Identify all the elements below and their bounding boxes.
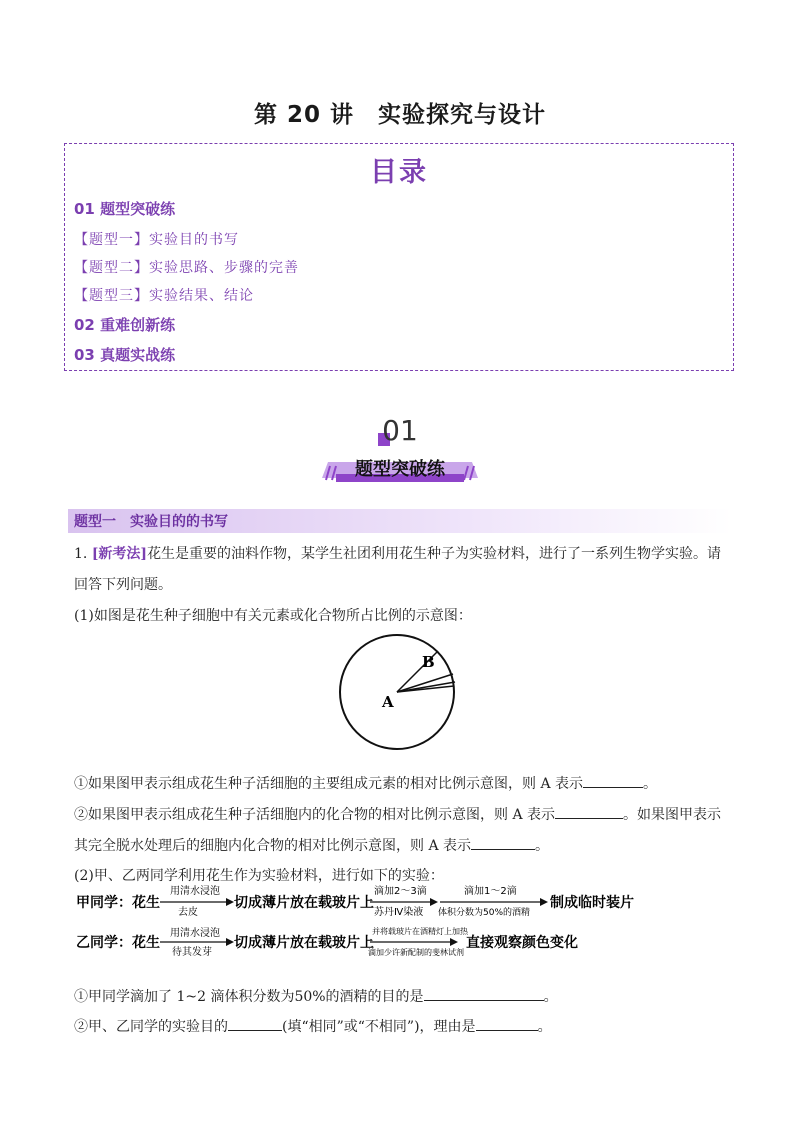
flow-jia-arrow3-top: 滴加1～2滴 bbox=[464, 886, 517, 897]
q2a-text: ①甲同学滴加了 1~2 滴体积分数为50%的酒精的目的是 bbox=[74, 989, 424, 1005]
q1c-suffix: 。 bbox=[535, 838, 550, 854]
q2b-mid: (填“相同”或“不相同”)，理由是 bbox=[282, 1019, 476, 1035]
q1a bbox=[74, 773, 657, 794]
flow-jia-arrow2-top: 滴加2～3滴 bbox=[374, 886, 427, 897]
flow-jia-arrow2-bottom: 苏丹Ⅳ染液 bbox=[374, 907, 424, 918]
pie-label-a: A bbox=[382, 693, 394, 711]
page-title: 第 20 讲 实验探究与设计 bbox=[253, 102, 547, 128]
question-intro-line2: 回答下列问题。 bbox=[74, 577, 172, 593]
q2b bbox=[74, 1016, 552, 1037]
q2a-suffix: 。 bbox=[543, 989, 558, 1005]
banner-number: 01 bbox=[382, 414, 418, 447]
toc-item-type-1[interactable]: 【题型一】实验目的书写 bbox=[74, 232, 239, 248]
flow-yi-step1: 切成薄片放在载玻片上 bbox=[234, 935, 374, 951]
answer-blank-q2a[interactable] bbox=[424, 986, 544, 1001]
part1-text: (1)如图是花生种子细胞中有关元素或化合物所占比例的示意图： bbox=[74, 608, 472, 624]
toc-heading: 目录 bbox=[370, 157, 428, 188]
q2a bbox=[74, 986, 558, 1007]
flow-yi-arrow2-bottom: 滴加少许新配制的斐林试剂 bbox=[368, 948, 464, 957]
flow-jia-arrow1-bottom: 去皮 bbox=[178, 907, 198, 918]
q1b-suffix: 。如果图甲表示 bbox=[623, 807, 722, 823]
banner-label: 题型突破练 bbox=[355, 459, 445, 480]
answer-blank-q1a[interactable] bbox=[583, 773, 643, 788]
flow-jia-step2: 制成临时装片 bbox=[550, 895, 634, 911]
flow-yi bbox=[74, 926, 674, 962]
q1b-text: ②如果图甲表示组成花生种子活细胞内的化合物的相对比例示意图，则 A 表示 bbox=[74, 807, 556, 823]
q1a-text: ①如果图甲表示组成花生种子活细胞的主要组成元素的相对比例示意图，则 A 表示 bbox=[74, 776, 584, 792]
question-tag: [新考法] bbox=[91, 546, 148, 562]
toc-item-type-3[interactable]: 【题型三】实验结果、结论 bbox=[74, 288, 254, 304]
toc-item-section-03[interactable]: 03 真题实战练 bbox=[74, 346, 176, 364]
answer-blank-q2b-2[interactable] bbox=[476, 1016, 538, 1031]
part2-text: (2)甲、乙两同学利用花生作为实验材料，进行如下的实验： bbox=[74, 868, 444, 884]
q1c bbox=[74, 835, 549, 856]
pie-label-b: B bbox=[422, 653, 435, 671]
flow-yi-arrow2-top: 并将载玻片在酒精灯上加热 bbox=[372, 927, 468, 936]
flow-yi-who: 乙同学：花生 bbox=[76, 935, 160, 951]
toc-item-type-2[interactable]: 【题型二】实验思路、步骤的完善 bbox=[74, 260, 299, 276]
flow-jia-arrow1-top: 用清水浸泡 bbox=[170, 886, 220, 897]
flow-yi-step2: 直接观察颜色变化 bbox=[466, 935, 578, 951]
section-title: 题型一 实验目的的书写 bbox=[74, 514, 228, 530]
q1c-text: 其完全脱水处理后的细胞内化合物的相对比例示意图，则 A 表示 bbox=[74, 838, 472, 854]
toc-item-section-01[interactable]: 01 题型突破练 bbox=[74, 200, 176, 218]
flow-jia bbox=[74, 884, 674, 920]
flow-yi-arrow1-bottom: 待其发芽 bbox=[172, 947, 212, 958]
question-intro bbox=[74, 544, 734, 564]
toc-item-section-02[interactable]: 02 重难创新练 bbox=[74, 316, 176, 334]
q2b-text: ②甲、乙同学的实验目的 bbox=[74, 1019, 228, 1035]
flow-jia-arrow3-bottom: 体积分数为50%的酒精 bbox=[438, 908, 531, 918]
flow-jia-who: 甲同学：花生 bbox=[76, 895, 160, 911]
answer-blank-q1b[interactable] bbox=[555, 804, 623, 819]
pie-diagram bbox=[336, 634, 466, 754]
answer-blank-q1c[interactable] bbox=[471, 835, 535, 850]
question-number: 1. bbox=[74, 546, 88, 562]
q1a-suffix: 。 bbox=[643, 776, 658, 792]
flow-jia-step1: 切成薄片放在载玻片上 bbox=[234, 895, 374, 911]
flow-yi-arrow1-top: 用清水浸泡 bbox=[170, 928, 220, 939]
answer-blank-q2b-1[interactable] bbox=[228, 1016, 282, 1031]
q2b-suffix: 。 bbox=[537, 1019, 552, 1035]
question-intro-line1: 花生是重要的油料作物，某学生社团利用花生种子为实验材料，进行了一系列生物学实验。请 bbox=[147, 546, 722, 562]
q1b bbox=[74, 804, 721, 825]
